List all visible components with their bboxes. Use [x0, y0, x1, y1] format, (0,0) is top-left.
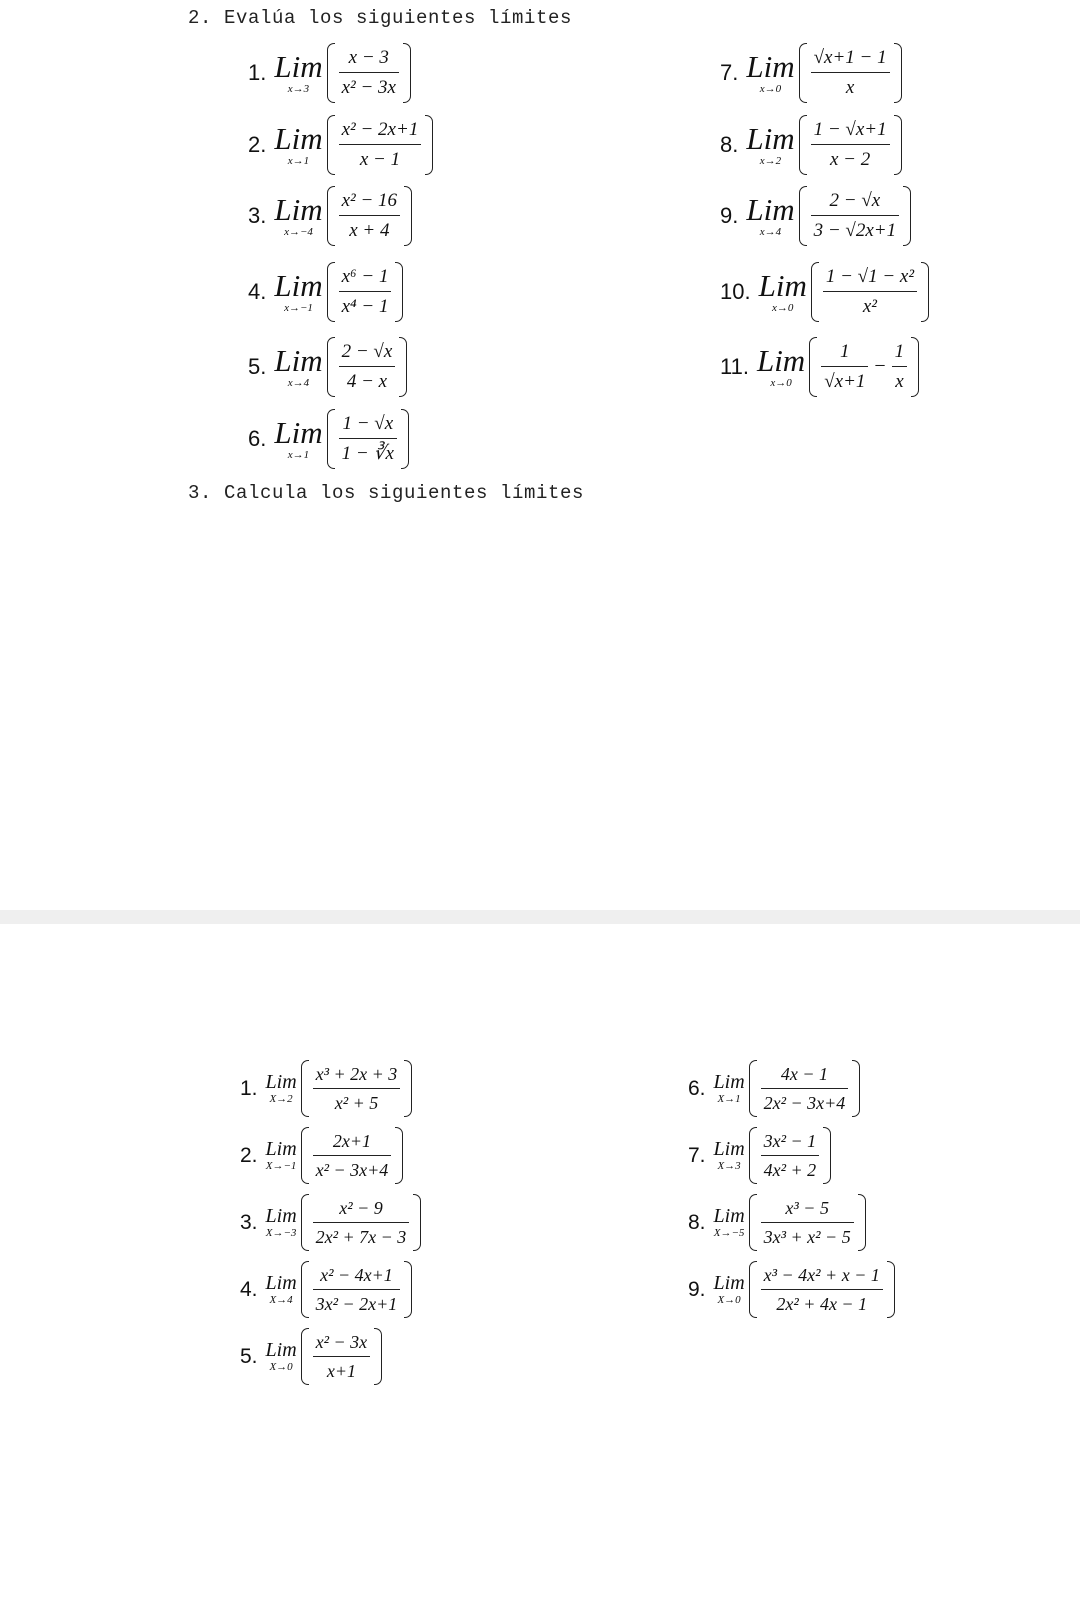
fraction [821, 340, 868, 394]
exercise-2-10 [720, 262, 929, 322]
numerator: x² − 4x+1 [313, 1264, 401, 1290]
parenthesized-expression [749, 1194, 866, 1251]
exercise-3-1 [240, 1060, 412, 1117]
limit-operator [266, 1206, 297, 1239]
limit-operator [274, 267, 323, 314]
section-2-heading: 2. Evalúa los siguientes límites [188, 7, 573, 29]
parenthesized-expression [301, 1194, 422, 1251]
exercise-number: 7. [720, 59, 739, 85]
denominator: 4 − x [346, 370, 388, 392]
exercise-number: 10. [720, 278, 751, 304]
numerator: 4x − 1 [761, 1063, 849, 1089]
numerator: 2 − √x [339, 340, 396, 367]
fraction [339, 340, 396, 394]
lim-word: Lim [274, 120, 323, 156]
numerator: x³ − 4x² + x − 1 [761, 1264, 883, 1290]
exercise-number: 6. [688, 1076, 706, 1100]
exercise-number: 8. [720, 131, 739, 157]
parenthesized-expression [799, 186, 912, 246]
lim-word: Lim [274, 342, 323, 378]
limit-operator [756, 342, 806, 389]
limit-operator [758, 267, 807, 314]
lim-word: Lim [274, 414, 323, 450]
exercise-3-5 [240, 1328, 382, 1385]
exercise-3-4 [240, 1261, 412, 1318]
lim-word: Lim [746, 48, 795, 84]
parenthesized-expression [301, 1060, 413, 1117]
parenthesized-expression [327, 337, 408, 397]
lim-word: Lim [274, 191, 323, 227]
denominator: 2x² − 3x+4 [763, 1092, 846, 1113]
limit-subscript: x→0 [772, 301, 794, 314]
limit-subscript: X→1 [717, 1093, 741, 1105]
parenthesized-expression [749, 1127, 832, 1184]
limit-subscript: x→4 [287, 376, 310, 389]
lim-word: Lim [713, 1138, 745, 1160]
limit-subscript: x→−4 [284, 225, 313, 238]
numerator: 3x² − 1 [761, 1130, 820, 1156]
exercise-number: 11. [720, 353, 749, 379]
numerator: x² − 9 [313, 1197, 410, 1223]
limit-operator [274, 342, 323, 389]
fraction [811, 189, 900, 243]
lim-word: Lim [265, 1205, 297, 1227]
fraction [313, 1331, 371, 1382]
limit-subscript: x→1 [287, 448, 310, 461]
numerator: 1 [892, 340, 908, 367]
lim-word: Lim [756, 342, 806, 378]
parenthesized-expression [327, 186, 412, 246]
limit-operator [266, 1139, 297, 1172]
parenthesized-expression [749, 1060, 861, 1117]
exercise-number: 4. [240, 1277, 258, 1301]
exercise-number: 8. [688, 1210, 706, 1234]
fraction [811, 46, 890, 100]
denominator: √x+1 [824, 370, 866, 392]
lim-word: Lim [274, 48, 323, 84]
limit-subscript: x→0 [770, 376, 792, 389]
lim-word: Lim [713, 1272, 745, 1294]
exercise-2-3 [248, 186, 412, 246]
exercise-2-5 [248, 337, 407, 397]
parenthesized-expression [799, 43, 902, 103]
lim-word: Lim [265, 1272, 297, 1294]
exercise-number: 5. [240, 1344, 258, 1368]
numerator: 1 − √1 − x² [823, 265, 917, 292]
exercise-number: 2. [248, 131, 267, 157]
denominator: 2x² + 7x − 3 [315, 1226, 407, 1247]
limit-operator [274, 414, 323, 461]
limit-operator [274, 48, 323, 95]
limit-operator [266, 1273, 297, 1306]
numerator: x² − 3x [313, 1331, 371, 1357]
exercise-number: 6. [248, 425, 267, 451]
lim-word: Lim [713, 1071, 745, 1093]
exercise-3-7 [688, 1127, 831, 1184]
parenthesized-expression [809, 337, 919, 397]
fraction [892, 340, 908, 394]
page-2 [0, 924, 1080, 1598]
limit-operator [266, 1340, 297, 1373]
lim-word: Lim [265, 1138, 297, 1160]
fraction [823, 265, 917, 319]
fraction [313, 1130, 392, 1181]
parenthesized-expression [799, 115, 902, 175]
parenthesized-expression [327, 115, 434, 175]
limit-operator [266, 1072, 297, 1105]
lim-word: Lim [746, 120, 795, 156]
exercise-2-8 [720, 115, 902, 175]
limit-operator [714, 1072, 745, 1105]
denominator: x⁴ − 1 [341, 295, 389, 317]
lim-word: Lim [274, 267, 323, 303]
fraction [761, 1264, 883, 1315]
fraction [339, 46, 399, 100]
page-separator [0, 910, 1080, 924]
limit-operator [714, 1273, 745, 1306]
numerator: 2x+1 [313, 1130, 392, 1156]
lim-word: Lim [746, 191, 795, 227]
exercise-number: 9. [688, 1277, 706, 1301]
numerator: x⁶ − 1 [339, 265, 392, 292]
denominator: x² + 5 [334, 1092, 379, 1113]
exercise-number: 3. [240, 1210, 258, 1234]
fraction [339, 189, 400, 243]
exercise-number: 7. [688, 1143, 706, 1167]
exercise-3-8 [688, 1194, 866, 1251]
limit-subscript: X→3 [717, 1160, 741, 1172]
limit-subscript: x→0 [759, 82, 782, 95]
limit-subscript: X→4 [269, 1294, 293, 1306]
exercise-2-4 [248, 262, 403, 322]
limit-operator [714, 1206, 745, 1239]
limit-subscript: X→−1 [265, 1160, 297, 1172]
parenthesized-expression [301, 1127, 404, 1184]
limit-subscript: x→2 [759, 154, 782, 167]
denominator: 4x² + 2 [763, 1159, 817, 1180]
parenthesized-expression [749, 1261, 895, 1318]
numerator: x² − 2x+1 [339, 118, 422, 145]
limit-subscript: X→−3 [265, 1227, 297, 1239]
fraction [761, 1063, 849, 1114]
fraction [339, 265, 392, 319]
limit-operator [714, 1139, 745, 1172]
limit-operator [274, 191, 323, 238]
fraction [313, 1264, 401, 1315]
fraction [811, 118, 890, 172]
limit-subscript: X→0 [717, 1294, 741, 1306]
denominator: x [845, 76, 855, 98]
lim-word: Lim [265, 1071, 297, 1093]
numerator: 1 − √x [339, 412, 397, 439]
parenthesized-expression [811, 262, 929, 322]
exercise-2-11 [720, 337, 919, 397]
limit-operator [746, 120, 795, 167]
limit-subscript: X→2 [269, 1093, 293, 1105]
exercise-number: 3. [248, 202, 267, 228]
denominator: 1 − ∛x [341, 442, 394, 464]
denominator: 3x³ + x² − 5 [763, 1226, 851, 1247]
lim-word: Lim [758, 267, 807, 303]
numerator: x − 3 [339, 46, 399, 73]
exercise-number: 4. [248, 278, 267, 304]
numerator: 2 − √x [811, 189, 900, 216]
limit-subscript: x→−1 [284, 301, 313, 314]
parenthesized-expression [301, 1261, 413, 1318]
denominator: 3 − √2x+1 [813, 219, 897, 241]
numerator: x³ − 5 [761, 1197, 854, 1223]
exercise-number: 1. [240, 1076, 258, 1100]
fraction [761, 1197, 854, 1248]
lim-word: Lim [713, 1205, 745, 1227]
denominator: x+1 [326, 1360, 356, 1381]
fraction [313, 1197, 410, 1248]
fraction [761, 1130, 820, 1181]
numerator: x² − 16 [339, 189, 400, 216]
fraction [339, 118, 422, 172]
parenthesized-expression [327, 43, 411, 103]
limit-subscript: x→3 [287, 82, 310, 95]
exercise-3-3 [240, 1194, 421, 1251]
numerator: 1 − √x+1 [811, 118, 890, 145]
limit-subscript: x→1 [287, 154, 310, 167]
exercise-3-2 [240, 1127, 403, 1184]
limit-operator [746, 191, 795, 238]
denominator: x + 4 [349, 219, 390, 241]
denominator: x² − 3x+4 [315, 1159, 389, 1180]
denominator: x [895, 370, 904, 392]
numerator: √x+1 − 1 [811, 46, 890, 73]
fraction [313, 1063, 401, 1114]
numerator: x³ + 2x + 3 [313, 1063, 401, 1089]
limit-operator [746, 48, 795, 95]
parenthesized-expression [301, 1328, 383, 1385]
denominator: x − 2 [829, 148, 871, 170]
denominator: x² − 3x [341, 76, 396, 98]
exercise-number: 5. [248, 353, 267, 379]
exercise-number: 2. [240, 1143, 258, 1167]
exercise-2-7 [720, 43, 902, 103]
exercise-3-6 [688, 1060, 860, 1117]
fraction [339, 412, 397, 466]
denominator: 3x² − 2x+1 [315, 1293, 398, 1314]
limit-subscript: X→0 [269, 1361, 293, 1373]
exercise-number: 9. [720, 202, 739, 228]
parenthesized-expression [327, 262, 404, 322]
exercise-2-9 [720, 186, 911, 246]
exercise-number: 1. [248, 59, 267, 85]
exercise-2-2 [248, 115, 433, 175]
denominator: 2x² + 4x − 1 [776, 1293, 868, 1314]
parenthesized-expression [327, 409, 409, 469]
lim-word: Lim [265, 1339, 297, 1361]
exercise-2-1 [248, 43, 411, 103]
exercise-2-6 [248, 409, 409, 469]
denominator: x − 1 [359, 148, 401, 170]
denominator: x² [862, 295, 878, 317]
section-3-heading: 3. Calcula los siguientes límites [188, 482, 585, 504]
limit-subscript: X→−5 [713, 1227, 745, 1239]
limit-subscript: x→4 [759, 225, 782, 238]
limit-operator [274, 120, 323, 167]
minus-sign: − [874, 355, 886, 378]
numerator: 1 [821, 340, 868, 367]
exercise-3-9 [688, 1261, 895, 1318]
